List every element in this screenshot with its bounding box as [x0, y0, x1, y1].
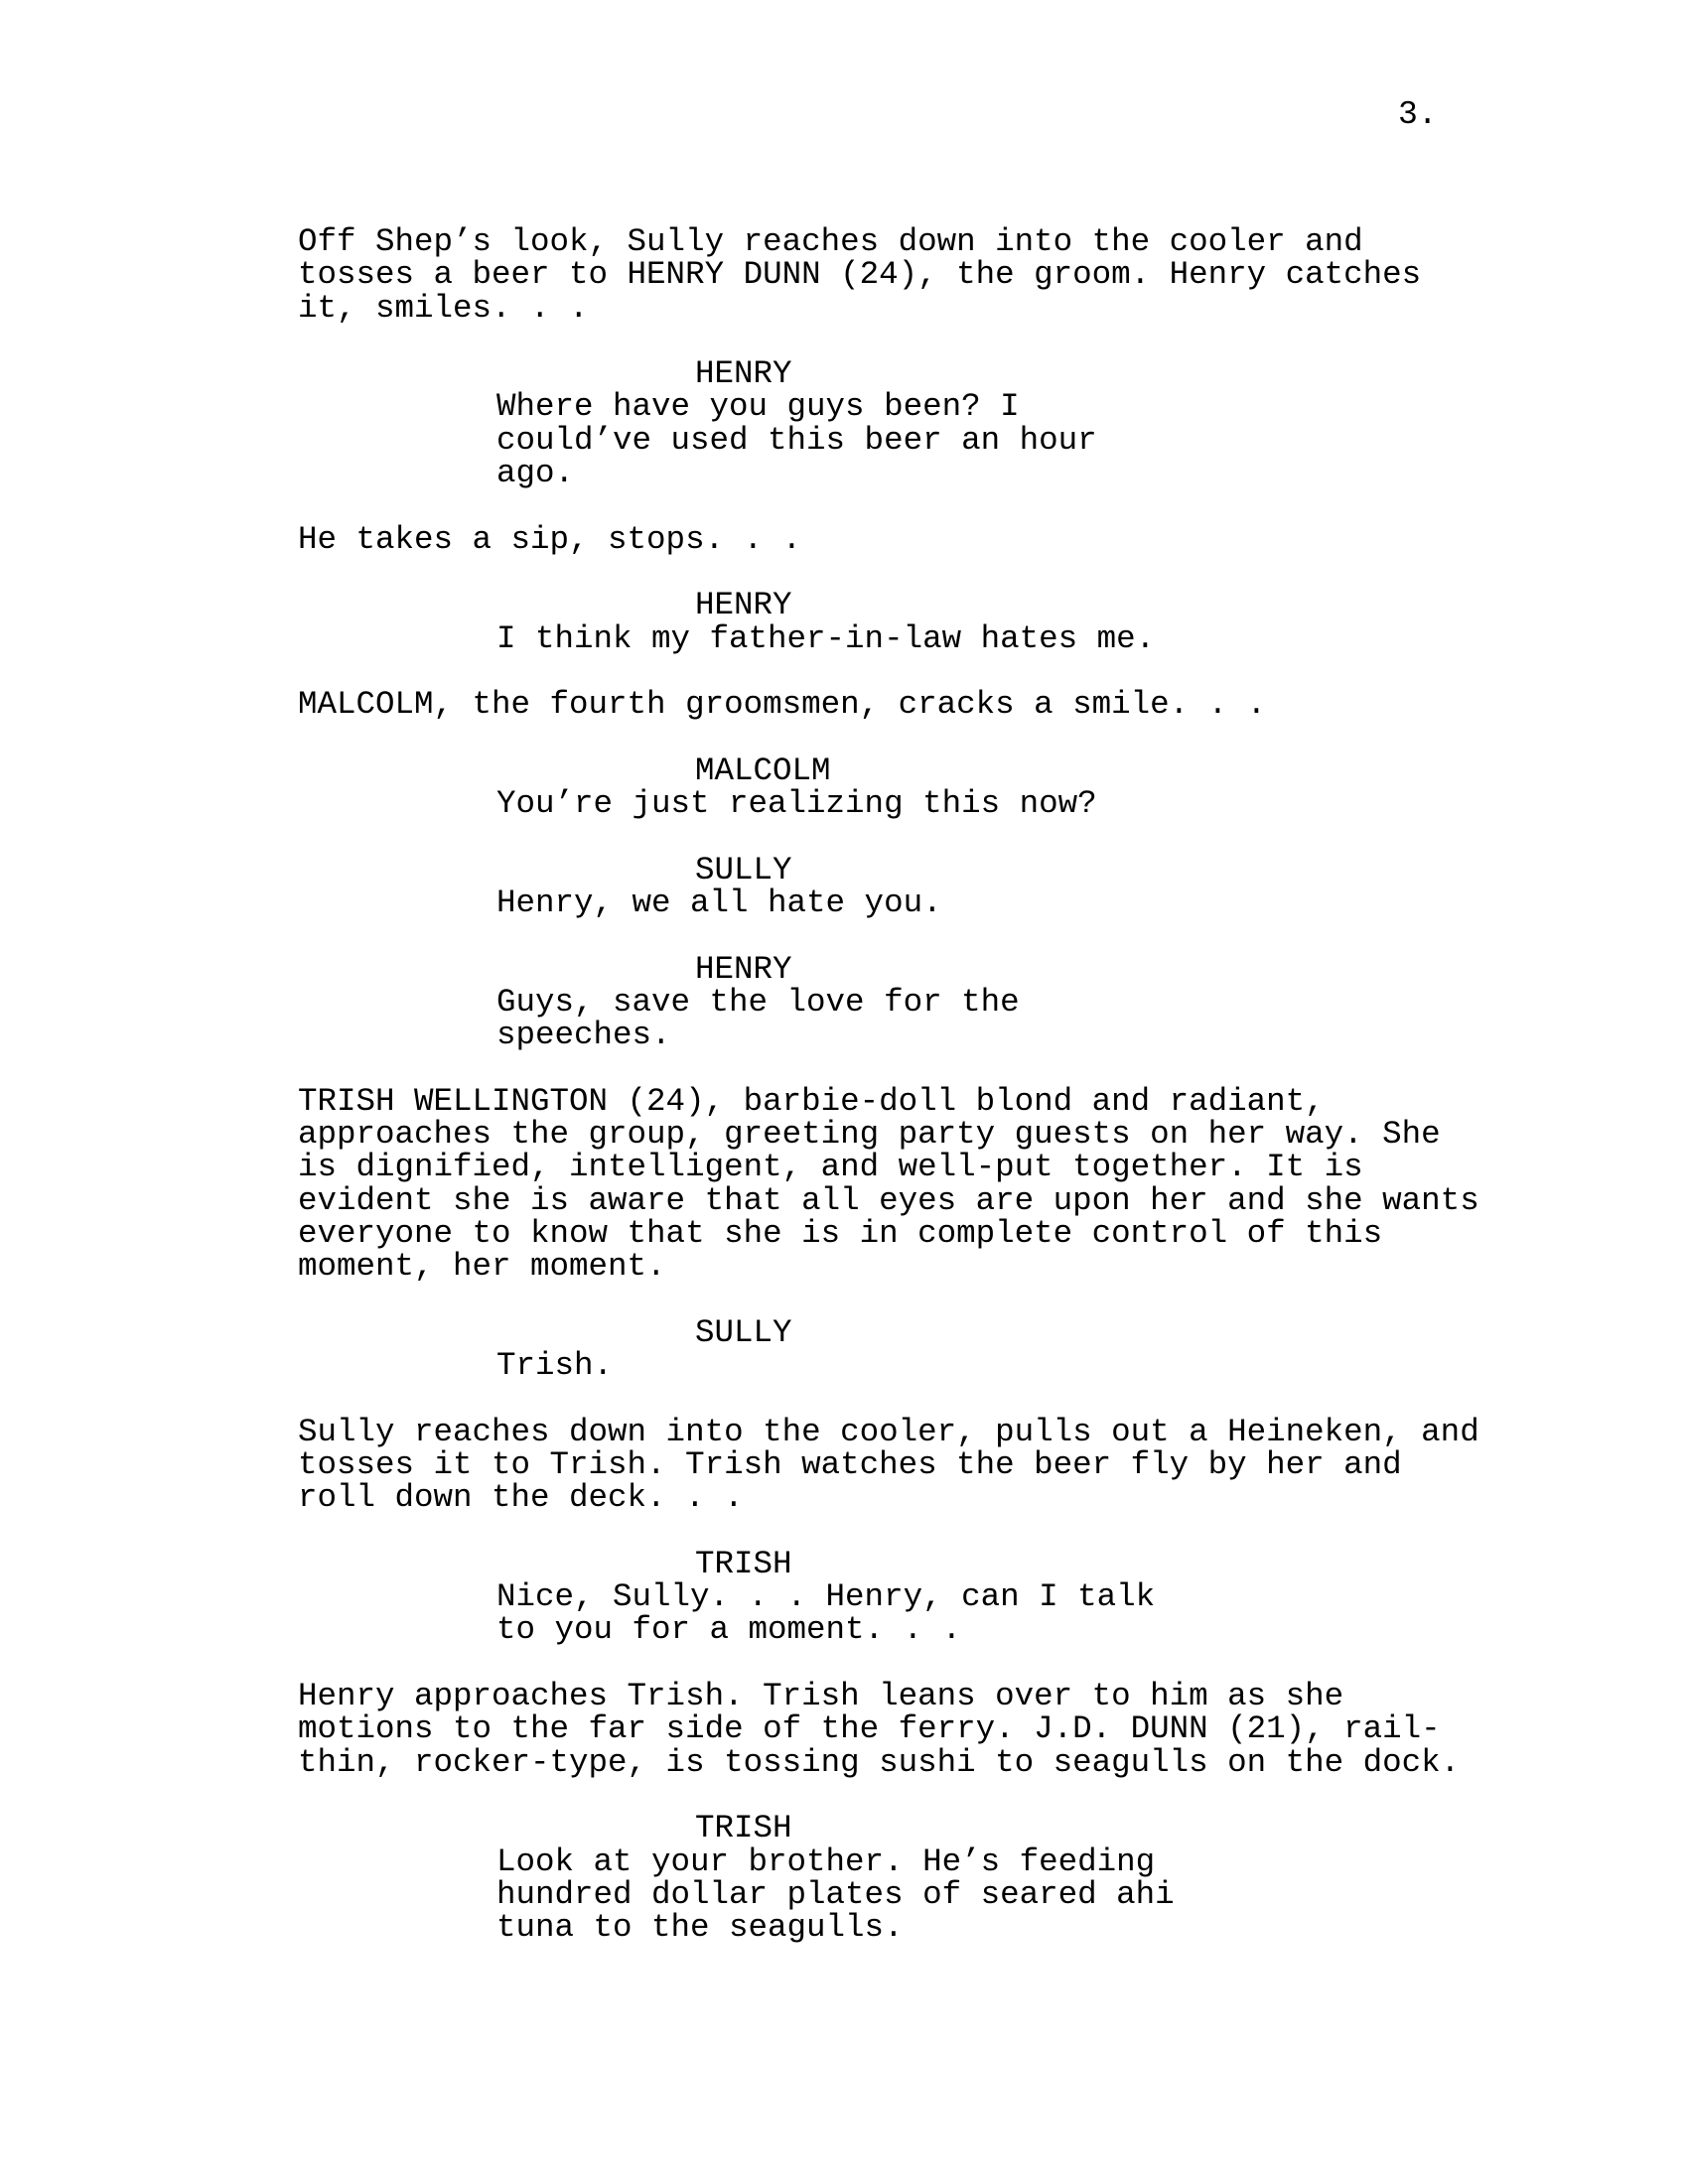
character-name: HENRY	[695, 355, 792, 393]
dialogue-line: Trish.	[496, 1347, 614, 1385]
action-block	[298, 225, 1489, 325]
dialogue-line: hundred dollar plates of seared ahi	[496, 1875, 1175, 1913]
dialogue-line: You’re just realizing this now?	[496, 785, 1097, 823]
action-line: MALCOLM, the fourth groomsmen, cracks a smile. . .	[298, 686, 1267, 724]
dialogue-line: Guys, save the love for the	[496, 983, 1020, 1021]
screenplay-body	[298, 225, 1489, 1978]
action-line: tosses it to Trish. Trish watches the beer fly by her and	[298, 1445, 1402, 1483]
action-block	[298, 1680, 1489, 1779]
action-block	[298, 1413, 1489, 1517]
dialogue-line: to you for a moment. . .	[496, 1611, 962, 1649]
character-name: SULLY	[695, 851, 792, 888]
dialogue-block	[298, 1545, 1489, 1649]
dialogue-block	[298, 355, 1489, 492]
dialogue-line: speeches.	[496, 1017, 671, 1054]
action-block	[298, 686, 1489, 724]
dialogue-line: Henry, we all hate you.	[496, 884, 942, 921]
page-number: 3.	[1398, 96, 1438, 133]
dialogue-line: Nice, Sully. . . Henry, can I talk	[496, 1578, 1156, 1616]
action-line: motions to the far side of the ferry. J.D. DUNN (21), rail-	[298, 1710, 1441, 1748]
dialogue-block	[298, 950, 1489, 1054]
action-line: it, smiles. . .	[298, 289, 589, 327]
dialogue-block	[298, 1810, 1489, 1947]
action-line: tosses a beer to HENRY DUNN (24), the groom. Henry catches	[298, 256, 1422, 294]
character-name: HENRY	[695, 587, 792, 624]
action-line: is dignified, intelligent, and well-put together. It is	[298, 1149, 1363, 1186]
action-line: roll down the deck. . .	[298, 1479, 744, 1517]
character-name: SULLY	[695, 1313, 792, 1351]
action-line: TRISH WELLINGTON (24), barbie-doll blond and radiant,	[298, 1082, 1325, 1120]
character-name: MALCOLM	[695, 751, 831, 789]
character-name: TRISH	[695, 1810, 792, 1847]
action-line: evident she is aware that all eyes are upon her and she wants	[298, 1181, 1479, 1219]
action-line: moment, her moment.	[298, 1248, 666, 1286]
action-line: Off Shep’s look, Sully reaches down into the cooler and	[298, 223, 1363, 260]
dialogue-block	[298, 1313, 1489, 1385]
dialogue-line: Look at your brother. He’s feeding	[496, 1843, 1156, 1880]
dialogue-block	[298, 751, 1489, 823]
action-line: approaches the group, greeting party guests on her way. She	[298, 1116, 1441, 1154]
dialogue-line: Where have you guys been? I	[496, 388, 1020, 426]
dialogue-line: tuna to the seagulls.	[496, 1909, 904, 1947]
action-line: Sully reaches down into the cooler, pulls out a Heineken, and	[298, 1413, 1479, 1450]
action-block	[298, 1082, 1489, 1286]
action-line: Henry approaches Trish. Trish leans over to him as she	[298, 1678, 1344, 1715]
dialogue-block	[298, 589, 1489, 655]
dialogue-line: could’ve used this beer an hour	[496, 421, 1097, 459]
action-block	[298, 520, 1489, 558]
action-line: thin, rocker-type, is tossing sushi to seagulls on the dock.	[298, 1743, 1461, 1781]
dialogue-line: I think my father-in-law hates me.	[496, 619, 1156, 657]
character-name: TRISH	[695, 1545, 792, 1582]
character-name: HENRY	[695, 950, 792, 988]
action-line: everyone to know that she is in complete control of this	[298, 1214, 1383, 1252]
dialogue-block	[298, 851, 1489, 921]
action-line: He takes a sip, stops. . .	[298, 520, 802, 558]
dialogue-line: ago.	[496, 455, 575, 492]
